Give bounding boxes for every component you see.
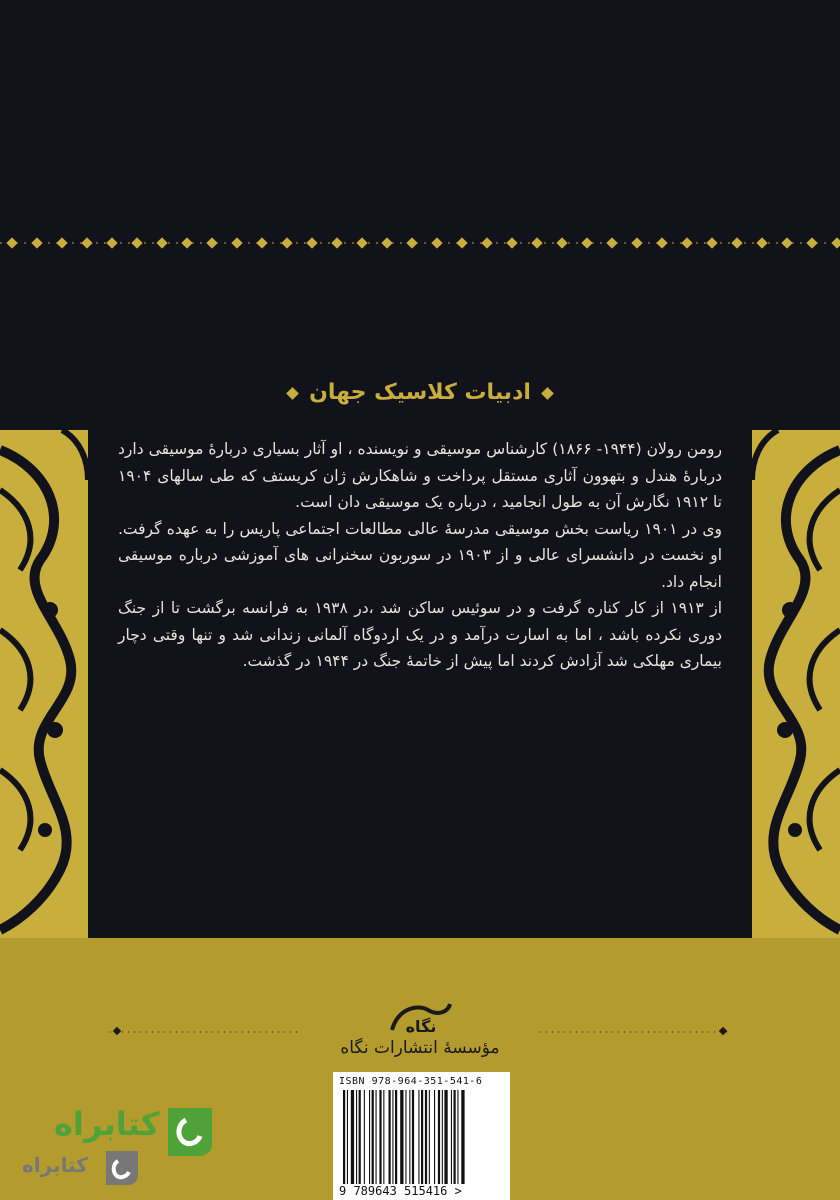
ornament-diamond [556, 237, 567, 248]
barcode-bar [454, 1090, 456, 1184]
ornament-diamond [331, 237, 342, 248]
ornament-diamond [181, 237, 192, 248]
watermark-grey-text: کتابراه [22, 1153, 88, 1177]
ornament-diamond [356, 237, 367, 248]
dotted-ornament-row [0, 232, 840, 254]
diamond-icon [541, 387, 554, 400]
barcode-bars [341, 1090, 501, 1184]
ornament-diamond [156, 237, 167, 248]
barcode-bar [429, 1090, 430, 1184]
barcode-bar [389, 1090, 391, 1184]
barcode-bar [442, 1090, 443, 1184]
barcode-bar [421, 1090, 423, 1184]
author-description [118, 436, 722, 675]
ornament-diamond [6, 237, 17, 248]
barcode-bar [359, 1090, 361, 1184]
barcode-bar [412, 1090, 414, 1184]
right-dotted-line [540, 1026, 730, 1038]
barcode-bar [461, 1090, 464, 1184]
ornament-diamond [531, 237, 542, 248]
ornament-diamond [706, 237, 717, 248]
ornament-diamond [581, 237, 592, 248]
watermark-green-text: کتابراه [54, 1105, 160, 1143]
right-arabesque-ornament [752, 430, 840, 938]
publisher-name: مؤسسهٔ انتشارات نگاه [340, 1038, 500, 1058]
barcode-bar [434, 1090, 435, 1184]
barcode-bar [425, 1090, 427, 1184]
barcode-bar [409, 1090, 410, 1184]
ornament-diamond [831, 237, 840, 248]
ornament-diamond [806, 237, 817, 248]
ketabrah-logo-icon [160, 1100, 220, 1160]
ornament-diamond [231, 237, 242, 248]
ornament-diamond [381, 237, 392, 248]
ornament-diamond [281, 237, 292, 248]
ornament-diamond [756, 237, 767, 248]
ornament-diamond [606, 237, 617, 248]
ornament-diamond [456, 237, 467, 248]
publisher-logo-text: نگاه [405, 1017, 437, 1036]
ornament-diamond [431, 237, 442, 248]
ketabrah-watermark [10, 1095, 220, 1195]
ketabrah-small-icon [102, 1147, 142, 1187]
ornament-diamond [56, 237, 67, 248]
series-title [0, 380, 840, 405]
left-dotted-line [110, 1026, 300, 1038]
ornament-diamond [81, 237, 92, 248]
barcode-bar [438, 1090, 440, 1184]
ornament-diamond [206, 237, 217, 248]
barcode-bar [379, 1090, 381, 1184]
barcode-bar [451, 1090, 452, 1184]
barcode-bar [347, 1090, 348, 1184]
barcode-bar [376, 1090, 377, 1184]
barcode-bar [444, 1090, 447, 1184]
ornament-diamond [131, 237, 142, 248]
publisher-block [320, 1000, 520, 1070]
ornament-diamond [631, 237, 642, 248]
ornament-diamond [681, 237, 692, 248]
barcode [333, 1072, 510, 1200]
barcode-bar [356, 1090, 357, 1184]
barcode-bar [383, 1090, 384, 1184]
description-paragraph: از ۱۹۱۳ از کار کناره گرفت و در سوئیس ساکن شد ،در ۱۹۳۸ به فرانسه برگشت تا از جنگ دوری نکرده باشد ، اما به اسارت درآمد و در یک اردوگاه آلمانی زندانی شد و تنها وقتی دچار بیماری مهلکی شد آزادش کردند اما پیش از خاتمهٔ جنگ در ۱۹۴۴ در گذشت. [118, 599, 723, 670]
description-paragraph: وی در ۱۹۰۱ ریاست بخش موسیقی مدرسهٔ عالی مطالعات اجتماعی پاریس را به عهده گرفت. او نخست در دانشسرای عالی و از ۱۹۰۳ در سوربون سخنرانی های آموزشی درباره موسیقی انجام داد. [118, 519, 723, 591]
diamond-icon [286, 387, 299, 400]
barcode-bar [392, 1090, 393, 1184]
barcode-bar [372, 1090, 374, 1184]
barcode-bar [405, 1090, 406, 1184]
barcode-bar [400, 1090, 403, 1184]
barcode-bar [364, 1090, 365, 1184]
barcode-bar [343, 1090, 345, 1184]
barcode-bar [457, 1090, 458, 1184]
barcode-bar [418, 1090, 419, 1184]
ornament-diamond [656, 237, 667, 248]
ornament-diamond [406, 237, 417, 248]
isbn-label: ISBN 978-964-351-541-6 [339, 1076, 483, 1087]
barcode-bar [395, 1090, 397, 1184]
series-title-text: ادبیات کلاسیک جهان [309, 380, 531, 405]
description-paragraph: رومن رولان (۱۹۴۴- ۱۸۶۶) کارشناس موسیقی و نویسنده ، او آثار بسیاری دربارهٔ موسیقی دارد دربارهٔ هندل و بتهوون آثاری مستقل پرداخت و شاهکارش ژان کریستف که طی سالهای ۱۹۰۴ تا ۱۹۱۲ نگارش آن به طول انجامید ، درباره یک موسیقی دان است. [118, 440, 722, 511]
ornament-diamond [106, 237, 117, 248]
ornament-diamond [731, 237, 742, 248]
ornament-diamond [306, 237, 317, 248]
ornament-diamond [781, 237, 792, 248]
ornament-diamond [256, 237, 267, 248]
publisher-logo [388, 1000, 454, 1040]
barcode-bar [351, 1090, 354, 1184]
barcode-digits: 9 789643 515416 > [339, 1184, 462, 1198]
ornament-diamond [481, 237, 492, 248]
ornament-diamond [506, 237, 517, 248]
left-arabesque-ornament [0, 430, 88, 938]
barcode-bar [369, 1090, 370, 1184]
ornament-diamond [31, 237, 42, 248]
